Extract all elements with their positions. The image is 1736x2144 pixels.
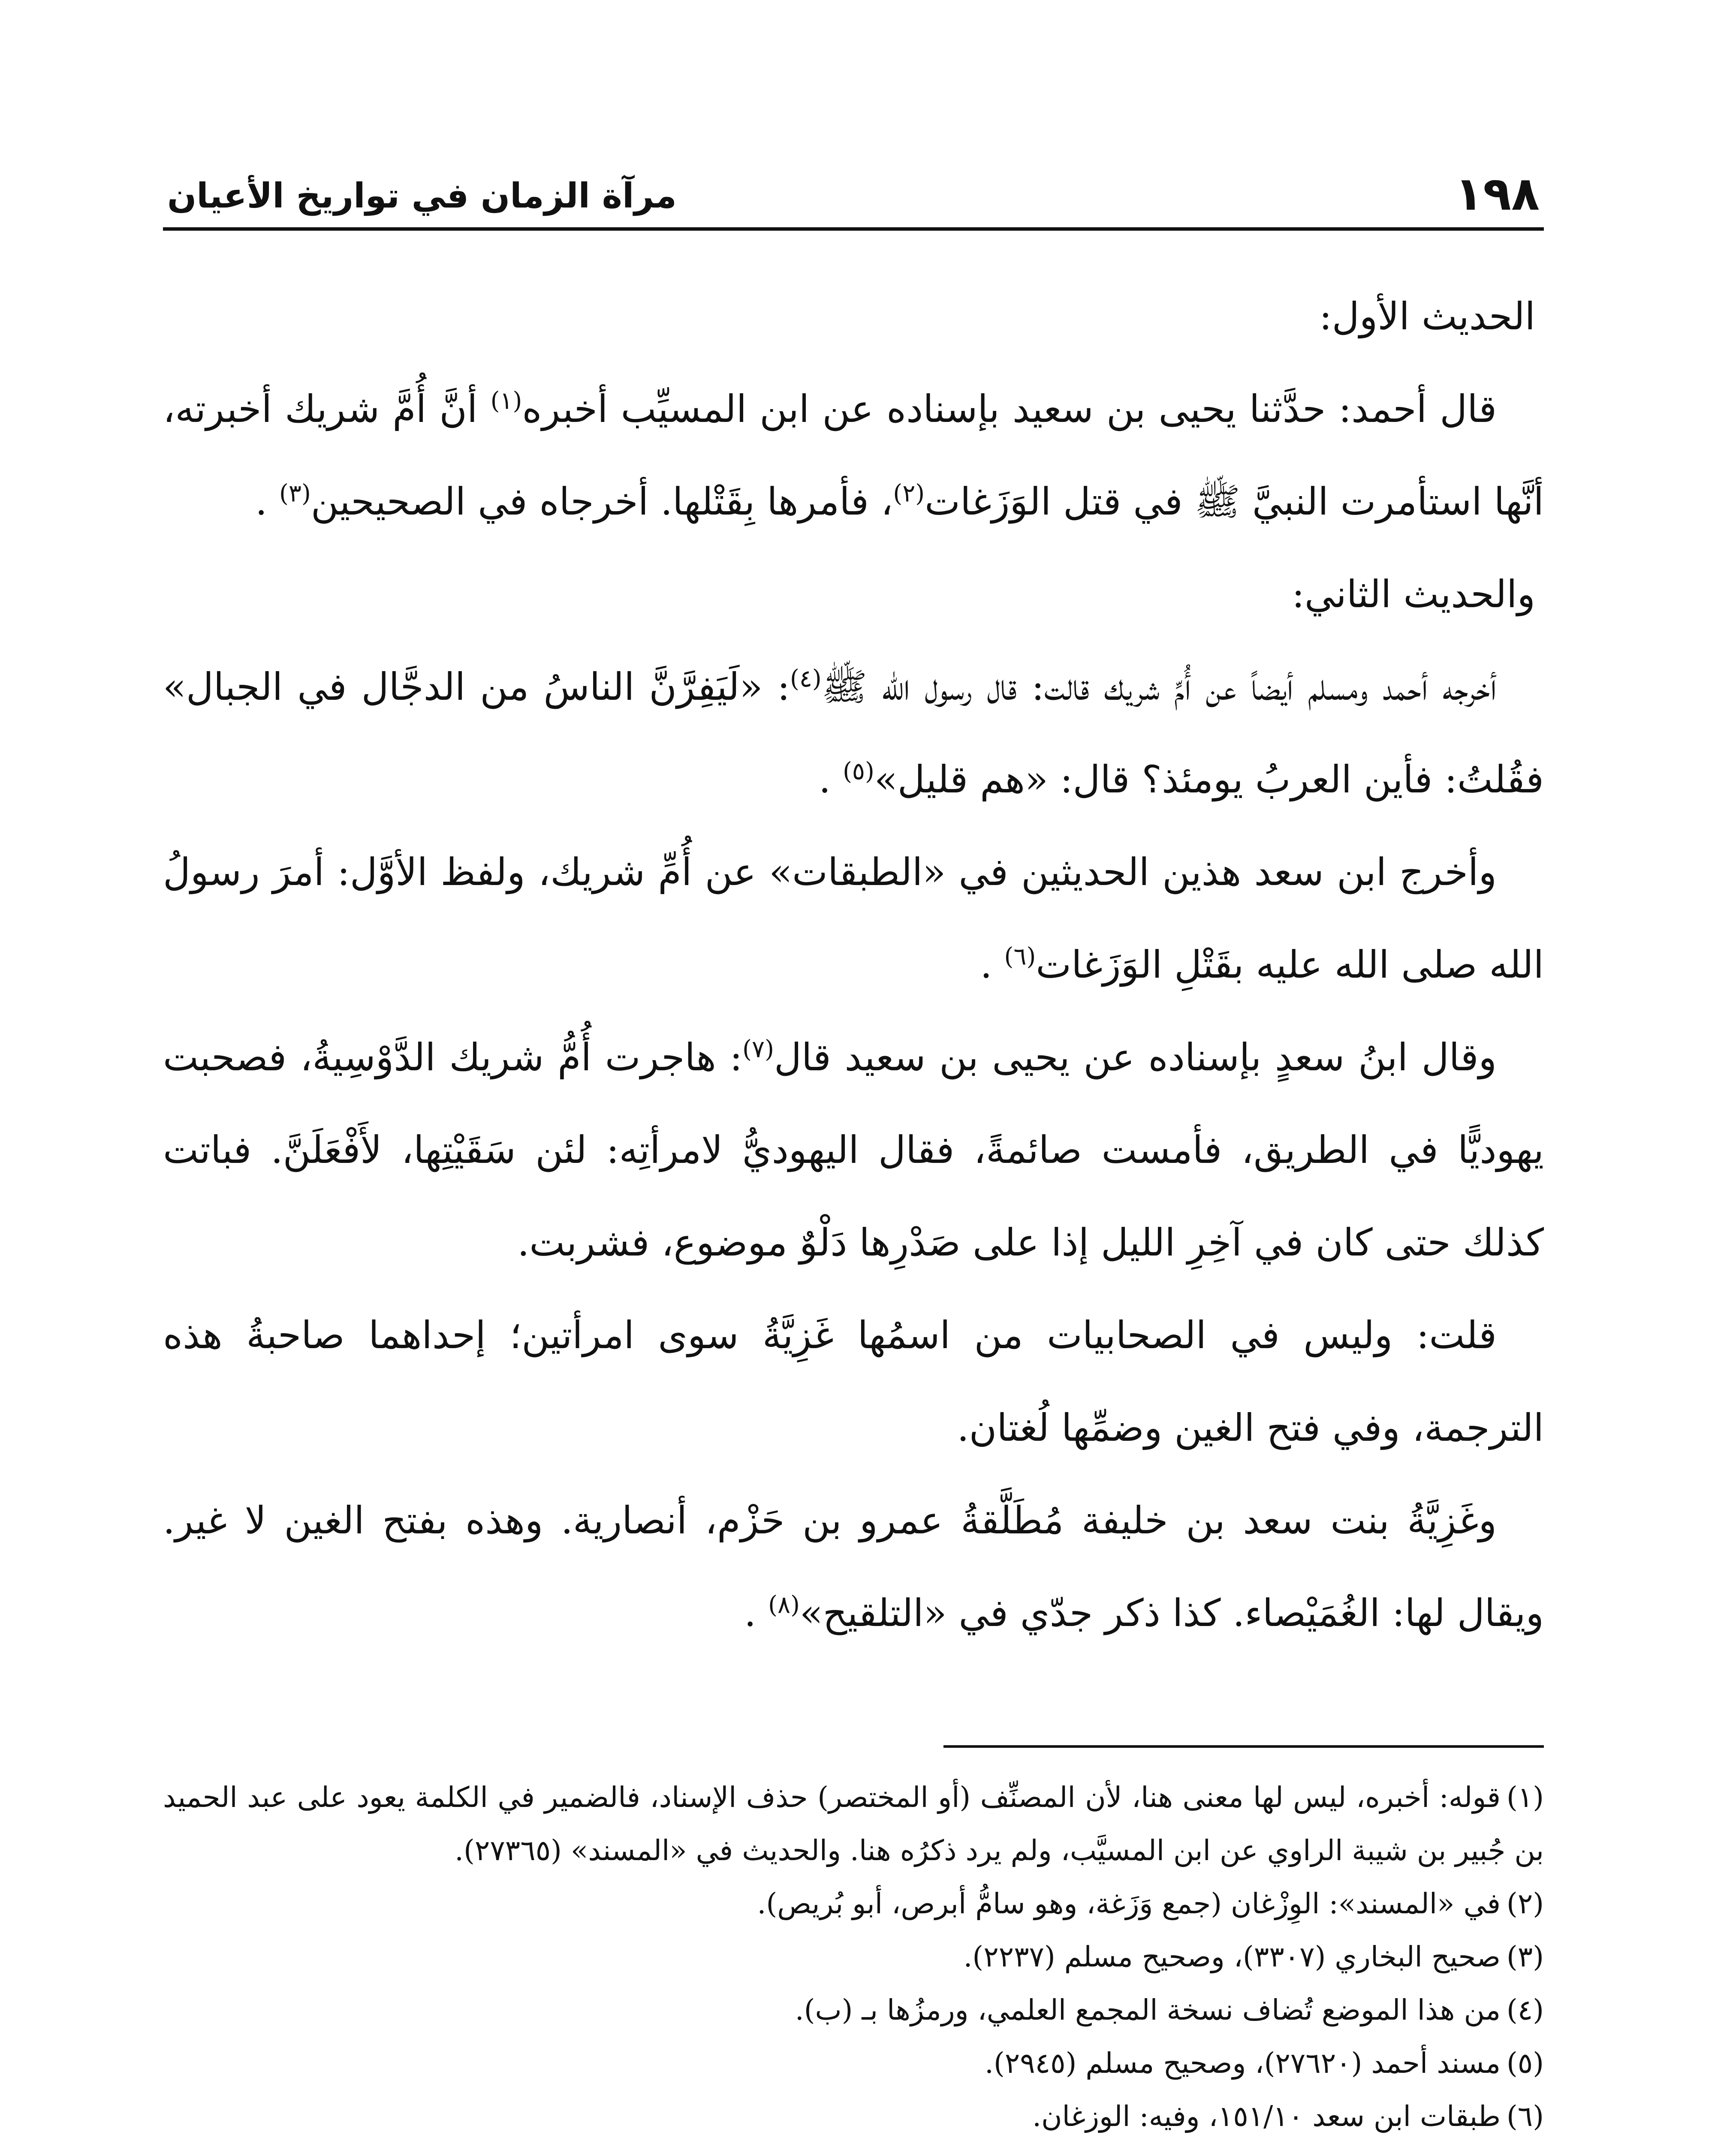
footnote-4 [163,1984,1544,2037]
footnote-number: (١) [1507,1781,1544,1814]
footnote-ref-8: (٨) [768,1591,800,1619]
running-title: مرآة الزمان في تواريخ الأعيان [167,176,677,216]
footnote-6 [163,2090,1544,2143]
footnote-text: في «المسند»: الوِزْغان (جمع وَزَغة، وهو سامُّ أبرص، أبو بُريص). [757,1887,1501,1920]
paragraph-ghaziyya [163,1474,1544,1659]
paragraph-text: ، فأمرها بِقَتْلها. أخرجاه في الصحيحين [310,479,893,524]
paragraph-first-hadith [163,363,1544,548]
paragraph-text: . [744,1591,769,1635]
paragraph-text: : هاجرت أُمُّ شريك الدَّوْسِيةُ، فصحبت يهوديًّا في الطريق، فأمست صائمةً، فقال اليهوديُّ لامرأتِه: لئن سَقَيْتِها، لأَفْعَلَنَّ. فباتت كذلك حتى كان في آخِرِ الليل إذا على صَدْرِها دَلْوٌ موضوع، فشربت. [163,1035,1544,1265]
paragraph-text: أخرجه أحمد ومسلم أيضاً عن أُمِّ شريك قالت: قال رسول الله ﷺ [821,665,1497,709]
footnote-text: قوله: أخبره، ليس لها معنى هنا، لأن المصنِّف (أو المختصر) حذف الإسناد، فالضمير في الكلمة يعود على عبد الحميد بن جُبير بن شيبة الراوي عن ابن المسيَّب، ولم يرد ذكرُه هنا. والحديث في «المسند» (٢٧٣٦٥). [163,1781,1544,1867]
paragraph-text: وقال ابنُ سعدٍ بإسناده عن يحيى بن سعيد قال [774,1035,1497,1079]
paragraph-second-hadith [163,641,1544,826]
paragraph-hijra-story [163,1011,1544,1289]
footnote-3 [163,1930,1544,1984]
footnote-number: (٢) [1507,1887,1544,1920]
footnote-1 [163,1771,1544,1877]
paragraph-text: وغَزِيَّةُ بنت سعد بن خليفة مُطَلَّقةُ عمرو بن حَزْم، أنصارية. وهذه بفتح الغين لا غير. ويقال لها: الغُمَيْصاء. كذا ذكر جدّي في «التلقيح» [163,1498,1544,1635]
footnote-ref-1: (١) [490,387,522,415]
footnote-ref-4: (٤) [790,665,822,693]
section-heading-second-hadith: والحديث الثاني: [1292,572,1535,616]
paragraph-text: وأخرج ابن سعد هذين الحديثين في «الطبقات» عن أُمِّ شريك، ولفظ الأوَّل: أمرَ رسولُ الله صلى الله عليه بقَتْلِ الوَزَغات [163,850,1544,987]
footnote-2 [163,1877,1544,1930]
page-header [163,163,1544,231]
footnote-5 [163,2037,1544,2090]
footnote-ref-5: (٥) [843,757,874,786]
paragraph-text: . [980,943,1004,987]
paragraph-text: : «لَيَفِرَّنَّ الناسُ من الدجَّال في الجبال» فقُلتُ: فأين العربُ يومئذ؟ قال: «هم قليل» [163,665,1544,801]
footnote-ref-2: (٢) [893,479,925,508]
paragraph-text: . [819,757,843,801]
main-text [163,270,1544,1659]
book-page [163,0,1544,2144]
paragraph-text: قال أحمد: حدَّثنا يحيى بن سعيد بإسناده عن ابن المسيِّب أخبره [522,387,1497,431]
footnote-separator [943,1745,1544,1748]
footnote-number: (٥) [1507,2047,1544,2080]
footnote-ref-7: (٧) [742,1035,774,1063]
footnote-number: (٣) [1507,1940,1544,1973]
paragraph-text: . [255,479,280,524]
section-heading-first-hadith: الحديث الأول: [1319,294,1535,338]
footnote-text: صحيح البخاري (٣٣٠٧)، وصحيح مسلم (٢٢٣٧). [963,1940,1501,1973]
footnote-ref-6: (٦) [1004,943,1036,971]
page-number: ١٩٨ [1455,167,1540,221]
footnotes [163,1771,1544,2144]
footnote-text: مسند أحمد (٢٧٦٢٠)، وصحيح مسلم (٢٩٤٥). [985,2047,1501,2080]
paragraph-ibn-saad [163,826,1544,1011]
footnote-text: من هذا الموضع تُضاف نسخة المجمع العلمي، ورمزُها بـ (ب). [795,1993,1501,2027]
footnote-text: طبقات ابن سعد ١٥١/١٠، وفيه: الوزغان. [1032,2100,1501,2133]
footnote-number: (٦) [1507,2100,1544,2133]
paragraph-author-note: قلت: وليس في الصحابيات من اسمُها غَزِيَّةُ سوى امرأتين؛ إحداهما صاحبةُ هذه الترجمة، وفي فتح الغين وضمِّها لُغتان. [163,1313,1544,1450]
footnote-ref-3: (٣) [279,479,311,508]
footnote-number: (٤) [1507,1993,1544,2027]
paragraph-text: أنَّ أُمَّ شريك أخبرته، أنَّها استأمرت النبيَّ ﷺ في قتل الوَزَغات [163,387,1544,524]
